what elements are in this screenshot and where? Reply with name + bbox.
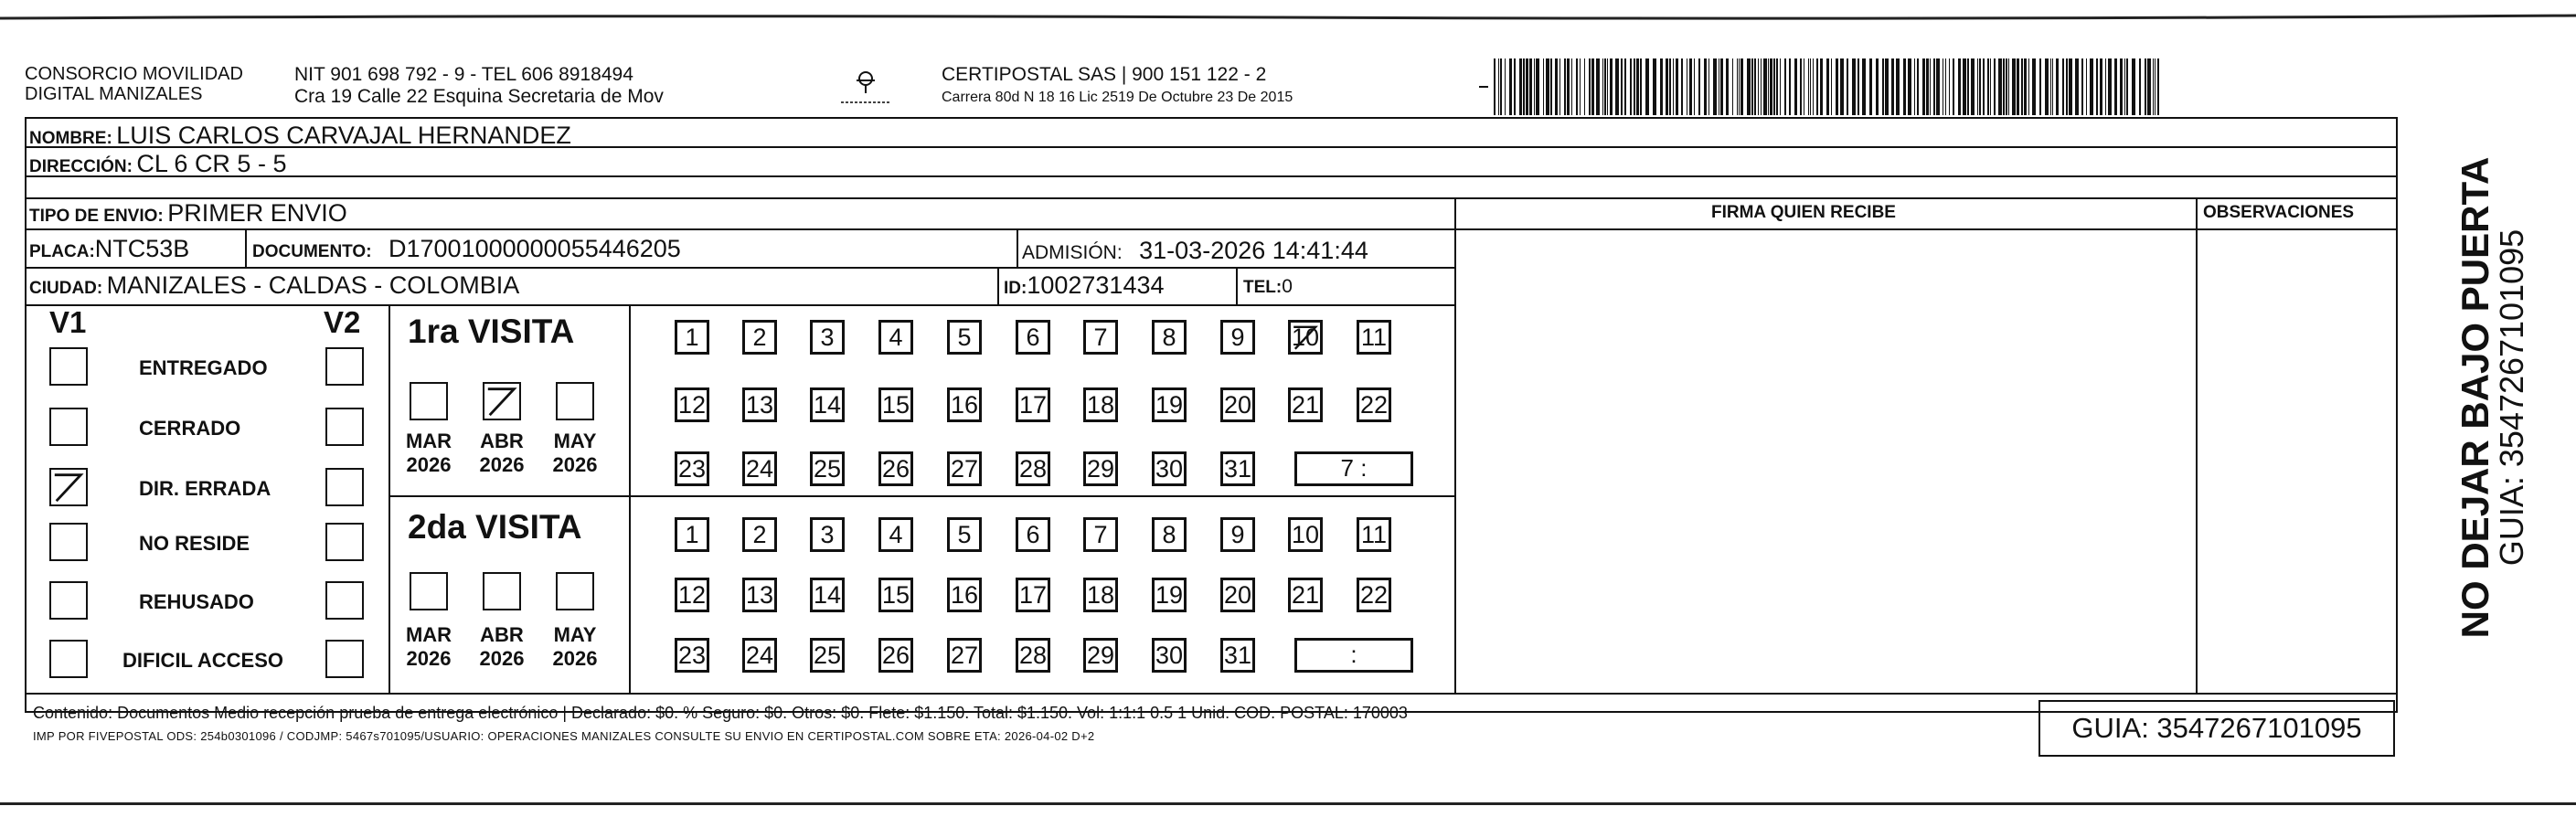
nombre-value: LUIS CARLOS CARVAJAL HERNANDEZ	[116, 122, 571, 149]
day-box[interactable]	[1083, 638, 1118, 673]
column-divider	[2196, 197, 2198, 693]
day-box[interactable]	[1152, 451, 1187, 486]
day-number: 1	[685, 324, 699, 351]
company-name	[25, 64, 243, 104]
day-number: 29	[1086, 642, 1115, 669]
day-number: 6	[1026, 521, 1040, 548]
no-dejar-bajo-puerta: NO DEJAR BAJO PUERTA	[2454, 156, 2496, 639]
day-number: 19	[1155, 391, 1184, 419]
day-box[interactable]	[878, 451, 913, 486]
observaciones-header: OBSERVACIONES	[2203, 203, 2355, 222]
v2-checkbox[interactable]	[325, 640, 364, 678]
placa-cell	[29, 235, 189, 263]
day-number: 11	[1360, 324, 1388, 351]
row-divider	[25, 304, 1454, 306]
day-box[interactable]	[878, 387, 913, 422]
day-box[interactable]	[1083, 578, 1118, 612]
day-box[interactable]	[742, 320, 777, 355]
month-label	[548, 430, 602, 477]
day-box[interactable]	[742, 451, 777, 486]
day-number: 27	[950, 455, 979, 483]
day-number: 15	[881, 581, 910, 609]
firma-header: FIRMA QUIEN RECIBE	[1711, 203, 1896, 222]
day-number: 3	[820, 324, 835, 351]
ciudad-value: MANIZALES - CALDAS - COLOMBIA	[106, 271, 520, 299]
day-number: 23	[677, 455, 707, 483]
day-box[interactable]	[1288, 517, 1323, 552]
direccion-row	[29, 150, 286, 178]
month-checkbox[interactable]	[410, 572, 448, 610]
day-box[interactable]	[1288, 387, 1323, 422]
day-box[interactable]	[675, 638, 709, 673]
day-box[interactable]	[1016, 451, 1050, 486]
day-number: 10	[1291, 324, 1320, 351]
day-number: 8	[1162, 521, 1176, 548]
day-number: 31	[1223, 642, 1252, 669]
status-label: REHUSADO	[139, 590, 254, 613]
company-line-2: DIGITAL MANIZALES	[25, 84, 203, 104]
day-number: 12	[677, 581, 707, 609]
day-number: 7	[1093, 521, 1108, 548]
day-box[interactable]	[1016, 578, 1050, 612]
v1-checkbox[interactable]	[49, 640, 88, 678]
cell-divider	[1017, 228, 1018, 267]
day-number: 24	[745, 455, 774, 483]
check-mark-icon	[1291, 323, 1320, 352]
documento-cell	[252, 235, 681, 263]
time-box[interactable]: 7 :	[1294, 451, 1413, 486]
day-box[interactable]	[947, 517, 982, 552]
day-number: 26	[881, 642, 910, 669]
day-number: 27	[950, 642, 979, 669]
footer-print-line: IMP POR FIVEPOSTAL ODS: 254b0301096 / CODJMP: 5467s701095/USUARIO: OPERACIONES MANIZALES CONSULTE SU ENVIO EN CERTIPOSTAL.COM SOBRE ETA: 2026-04-02 D+2	[33, 729, 1095, 743]
day-box[interactable]	[810, 517, 845, 552]
day-box[interactable]	[1288, 578, 1323, 612]
barcode-dash	[1479, 86, 1488, 88]
month-label	[401, 430, 456, 477]
day-box[interactable]	[675, 517, 709, 552]
day-number: 14	[813, 581, 842, 609]
day-number: 16	[950, 581, 979, 609]
day-box[interactable]	[947, 320, 982, 355]
guia-box: GUIA: 3547267101095	[2038, 700, 2395, 757]
day-box[interactable]	[1220, 451, 1255, 486]
month-year: 2026	[406, 647, 452, 670]
top-edge-line	[0, 13, 2576, 22]
day-number: 9	[1230, 521, 1245, 548]
day-number: 25	[813, 455, 842, 483]
id-cell	[1004, 271, 1165, 300]
documento-value: D17001000000055446205	[389, 235, 681, 262]
status-label: DIR. ERRADA	[139, 477, 271, 500]
day-box[interactable]	[742, 578, 777, 612]
month-name: MAY	[553, 623, 597, 646]
day-box[interactable]	[1220, 578, 1255, 612]
month-name: MAR	[405, 430, 452, 452]
day-number: 26	[881, 455, 910, 483]
day-number: 10	[1291, 521, 1320, 548]
id-value: 1002731434	[1027, 271, 1165, 299]
form-frame	[25, 117, 2398, 713]
documento-label: DOCUMENTO:	[252, 242, 372, 261]
side-notice	[2404, 128, 2541, 667]
month-year: 2026	[479, 647, 525, 670]
day-box[interactable]	[810, 578, 845, 612]
tel-value: 0	[1282, 276, 1293, 297]
day-box[interactable]	[878, 517, 913, 552]
day-number: 18	[1086, 391, 1115, 419]
day-box[interactable]	[947, 387, 982, 422]
day-box[interactable]	[1016, 387, 1050, 422]
row-divider	[25, 267, 1454, 269]
check-mark-icon	[51, 470, 86, 504]
tel-cell	[1243, 276, 1293, 298]
id-label: ID:	[1004, 279, 1027, 298]
day-box[interactable]	[675, 387, 709, 422]
nit-line: NIT 901 698 792 - 9 - TEL 606 8918494	[294, 64, 633, 85]
day-box[interactable]	[878, 578, 913, 612]
day-box[interactable]	[810, 451, 845, 486]
day-box[interactable]	[675, 320, 709, 355]
day-number: 9	[1230, 324, 1245, 351]
nombre-label: NOMBRE:	[29, 129, 112, 148]
cell-divider	[245, 228, 247, 267]
month-name: MAY	[553, 430, 597, 452]
day-box[interactable]	[1016, 320, 1050, 355]
day-box[interactable]	[1220, 387, 1255, 422]
day-number: 2	[752, 521, 767, 548]
month-name: MAR	[405, 623, 452, 646]
day-box[interactable]	[675, 451, 709, 486]
ciudad-label: CIUDAD:	[29, 279, 103, 298]
day-number: 14	[813, 391, 842, 419]
month-checkbox[interactable]	[410, 382, 448, 420]
day-box[interactable]	[1152, 320, 1187, 355]
month-label	[474, 430, 529, 477]
row-divider	[25, 197, 2398, 199]
day-number: 15	[881, 391, 910, 419]
ciudad-cell	[29, 271, 519, 300]
footer-content-line: Contenido: Documentos Medio recepción prueba de entrega electrónico | Declarado: $0. % Seguro: $0. Otros: $0. Flete: $1.150. Total: $1.150. Vol: 1:1:1 0.5 1 Unid. COD. POSTAL: 170003	[33, 704, 1408, 722]
day-number: 28	[1018, 455, 1048, 483]
day-number: 24	[745, 642, 774, 669]
v2-checkbox[interactable]	[325, 347, 364, 386]
day-number: 11	[1360, 521, 1388, 548]
row-divider	[25, 228, 1454, 230]
day-box[interactable]	[675, 578, 709, 612]
day-number: 18	[1086, 581, 1115, 609]
month-name: ABR	[480, 430, 524, 452]
v2-header: V2	[324, 305, 361, 339]
day-number: 30	[1155, 455, 1184, 483]
day-number: 22	[1359, 581, 1389, 609]
month-checkbox[interactable]	[483, 572, 521, 610]
day-number: 4	[889, 521, 903, 548]
first-visit-title: 1ra VISITA	[408, 313, 575, 350]
status-divider	[389, 304, 390, 693]
day-box[interactable]	[1220, 517, 1255, 552]
company-line-1: CONSORCIO MOVILIDAD	[25, 64, 243, 84]
second-visit-title: 2da VISITA	[408, 508, 582, 546]
address-line: Cra 19 Calle 22 Esquina Secretaria de Mov	[294, 86, 664, 107]
day-number: 13	[745, 581, 774, 609]
day-number: 20	[1223, 581, 1252, 609]
day-number: 23	[677, 642, 707, 669]
day-number: 29	[1086, 455, 1115, 483]
day-number: 30	[1155, 642, 1184, 669]
day-box[interactable]	[1083, 451, 1118, 486]
month-checkbox[interactable]	[556, 572, 594, 610]
day-box[interactable]	[742, 517, 777, 552]
certipostal-logo-icon	[834, 64, 898, 111]
cell-divider	[997, 267, 999, 304]
barcode	[1494, 58, 2161, 115]
day-box[interactable]	[742, 638, 777, 673]
day-box[interactable]	[1016, 517, 1050, 552]
day-number: 16	[950, 391, 979, 419]
tipo-value: PRIMER ENVIO	[167, 199, 347, 227]
certipostal-title: CERTIPOSTAL SAS | 900 151 122 - 2	[942, 64, 1267, 85]
company-contact	[294, 64, 664, 108]
row-divider	[1454, 228, 2398, 230]
day-box[interactable]	[1152, 578, 1187, 612]
day-number: 12	[677, 391, 707, 419]
certipostal-license: Carrera 80d N 18 16 Lic 2519 De Octubre 23 De 2015	[942, 90, 1293, 105]
day-box[interactable]	[1357, 320, 1391, 355]
day-box[interactable]	[1220, 320, 1255, 355]
row-divider	[25, 175, 2398, 177]
day-box[interactable]	[1083, 320, 1118, 355]
day-box[interactable]	[947, 638, 982, 673]
month-year: 2026	[552, 453, 598, 476]
v2-checkbox[interactable]	[325, 581, 364, 620]
tipo-row	[29, 199, 347, 228]
month-year: 2026	[552, 647, 598, 670]
day-number: 31	[1223, 455, 1252, 483]
day-number: 22	[1359, 391, 1389, 419]
day-number: 17	[1018, 581, 1048, 609]
direccion-value: CL 6 CR 5 - 5	[136, 150, 287, 177]
day-box[interactable]	[878, 638, 913, 673]
tel-label: TEL:	[1243, 278, 1283, 297]
day-box[interactable]	[1357, 517, 1391, 552]
visit-divider	[629, 304, 631, 693]
month-checkbox[interactable]	[556, 382, 594, 420]
day-number: 28	[1018, 642, 1048, 669]
day-box[interactable]	[810, 320, 845, 355]
day-box[interactable]	[1083, 517, 1118, 552]
day-box[interactable]	[1152, 387, 1187, 422]
month-label	[401, 623, 456, 671]
day-box[interactable]	[1220, 638, 1255, 673]
placa-label: PLACA:	[29, 242, 95, 261]
day-number: 6	[1026, 324, 1040, 351]
footer-divider	[25, 693, 2398, 695]
day-box[interactable]	[1016, 638, 1050, 673]
day-box[interactable]	[810, 638, 845, 673]
day-number: 7	[1093, 324, 1108, 351]
month-year: 2026	[406, 453, 452, 476]
day-box[interactable]	[742, 387, 777, 422]
v1-checkbox[interactable]	[49, 347, 88, 386]
visit-row-divider	[389, 495, 1454, 497]
direccion-label: DIRECCIÓN:	[29, 157, 133, 176]
day-number: 3	[820, 521, 835, 548]
admision-label: ADMISIÓN:	[1022, 242, 1123, 263]
placa-value: NTC53B	[94, 235, 190, 262]
v1-checkbox[interactable]	[49, 523, 88, 561]
day-box[interactable]	[1152, 517, 1187, 552]
month-label	[548, 623, 602, 671]
day-box[interactable]	[947, 451, 982, 486]
month-checkbox[interactable]	[483, 382, 521, 420]
status-label: DIFICIL ACCESO	[122, 649, 284, 672]
day-box[interactable]	[1357, 387, 1391, 422]
day-number: 19	[1155, 581, 1184, 609]
day-number: 8	[1162, 324, 1176, 351]
day-number: 21	[1291, 391, 1320, 419]
day-number: 5	[957, 324, 972, 351]
side-guia-number: GUIA: 3547267101095	[2493, 228, 2530, 567]
day-box[interactable]	[1357, 578, 1391, 612]
cell-divider	[1236, 267, 1238, 304]
day-number: 17	[1018, 391, 1048, 419]
status-label: ENTREGADO	[139, 356, 268, 379]
check-mark-icon	[484, 384, 519, 419]
day-box[interactable]	[810, 387, 845, 422]
column-divider	[1454, 197, 1456, 693]
day-number: 4	[889, 324, 903, 351]
v2-checkbox[interactable]	[325, 468, 364, 506]
status-label: NO RESIDE	[139, 532, 250, 555]
month-name: ABR	[480, 623, 524, 646]
day-number: 21	[1291, 581, 1320, 609]
day-number: 25	[813, 642, 842, 669]
day-number: 2	[752, 324, 767, 351]
admision-cell	[1022, 237, 1368, 265]
month-label	[474, 623, 529, 671]
time-box[interactable]: :	[1294, 638, 1413, 673]
v1-checkbox[interactable]	[49, 468, 88, 506]
day-box[interactable]	[1083, 387, 1118, 422]
tipo-label: TIPO DE ENVIO:	[29, 207, 164, 226]
v1-checkbox[interactable]	[49, 581, 88, 620]
day-number: 20	[1223, 391, 1252, 419]
v1-checkbox[interactable]	[49, 408, 88, 446]
month-year: 2026	[479, 453, 525, 476]
v2-checkbox[interactable]	[325, 523, 364, 561]
status-label: CERRADO	[139, 417, 241, 440]
admision-value: 31-03-2026 14:41:44	[1139, 237, 1368, 264]
day-box[interactable]	[1288, 320, 1323, 355]
v2-checkbox[interactable]	[325, 408, 364, 446]
day-box[interactable]	[1152, 638, 1187, 673]
day-box[interactable]	[878, 320, 913, 355]
v1-header: V1	[49, 305, 87, 339]
nombre-row	[29, 122, 571, 150]
day-number: 13	[745, 391, 774, 419]
day-number: 5	[957, 521, 972, 548]
bottom-edge-line	[0, 802, 2576, 805]
day-number: 1	[685, 521, 699, 548]
day-box[interactable]	[947, 578, 982, 612]
